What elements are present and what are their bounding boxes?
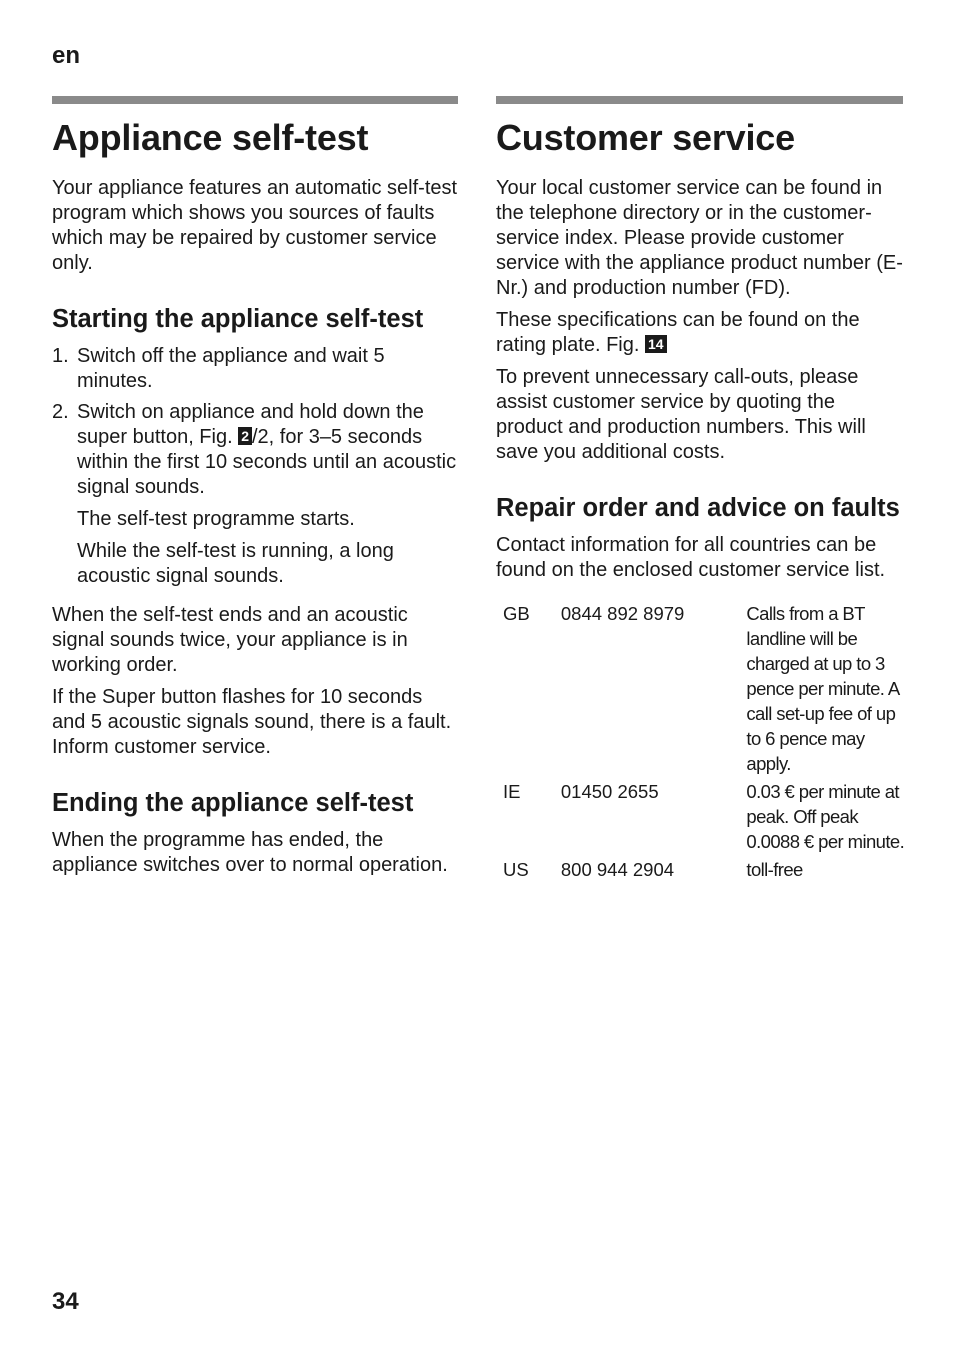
start-self-test-heading: Starting the appliance self-test bbox=[52, 305, 424, 333]
country-code: IE bbox=[503, 781, 521, 802]
self-test-intro: Your appliance features an automatic self-test program which shows you sources of faults which may be repaired by customer service only. bbox=[52, 177, 458, 274]
self-test-title: Appliance self-test bbox=[52, 117, 369, 158]
country-code: GB bbox=[503, 603, 530, 624]
section-divider bbox=[52, 96, 458, 104]
phone-number: 0844 892 8979 bbox=[560, 603, 685, 624]
step-number: 1. bbox=[52, 345, 69, 367]
step-result: While the self-test is running, a long acoustic signal sounds. bbox=[77, 540, 394, 587]
rating-plate-text: These specifications can be found on the rating plate. Fig. bbox=[496, 309, 860, 356]
step-item bbox=[52, 400, 458, 500]
end-self-test-text: When the programme has ended, the appliance switches over to normal operation. bbox=[52, 829, 448, 876]
step-result: The self-test programme starts. bbox=[77, 508, 355, 530]
step-item bbox=[52, 344, 458, 394]
customer-service-section bbox=[496, 96, 903, 885]
language-code: en bbox=[52, 42, 81, 69]
country-code: US bbox=[503, 859, 529, 880]
call-outs-para: To prevent unnecessary call-outs, please assist customer service by quoting the product and production numbers. This will save you additional costs. bbox=[496, 366, 866, 463]
figure-ref-badge: 2 bbox=[238, 427, 252, 445]
customer-service-para: Your local customer service can be found in the telephone directory or in the customer-service index. Please provide customer service with the appliance product number (E-Nr.) and production number (FD). bbox=[496, 177, 903, 299]
step-number: 2. bbox=[52, 401, 69, 423]
step-text-post: /2, for 3–5 seconds within the first 10 seconds until an acoustic signal sounds. bbox=[77, 426, 457, 498]
fault-text: If the Super button flashes for 10 seconds and 5 acoustic signals sound, there is a fault. Inform customer service. bbox=[52, 686, 452, 758]
contact-table bbox=[496, 601, 906, 882]
end-self-test-heading: Ending the appliance self-test bbox=[52, 789, 414, 817]
figure-ref-badge: 14 bbox=[645, 335, 667, 353]
table-row bbox=[496, 601, 906, 776]
call-note: toll-free bbox=[746, 859, 803, 880]
step-text: Switch off the appliance and wait 5 minutes. bbox=[77, 345, 385, 392]
repair-order-heading: Repair order and advice on faults bbox=[496, 494, 900, 522]
section-divider bbox=[496, 96, 903, 104]
phone-number: 800 944 2904 bbox=[560, 859, 675, 880]
start-steps-list bbox=[52, 344, 458, 500]
page-number: 34 bbox=[52, 1288, 79, 1315]
call-note: 0.03 € per minute at peak. Off peak 0.0088 € per minute. bbox=[746, 781, 905, 852]
repair-order-text: Contact information for all countries can be found on the enclosed customer service list. bbox=[496, 534, 886, 581]
working-order-text: When the self-test ends and an acoustic signal sounds twice, your appliance is in working order. bbox=[52, 604, 408, 676]
phone-number: 01450 2655 bbox=[560, 781, 659, 802]
table-row bbox=[496, 857, 906, 882]
self-test-section bbox=[52, 96, 458, 885]
step-text-pre: Switch on appliance and hold down the super button, Fig. bbox=[77, 401, 424, 448]
rating-plate-para bbox=[496, 308, 903, 358]
call-note: Calls from a BT landline will be charged at up to 3 pence per minute. A call set-up fee of up to 6 pence may apply. bbox=[746, 603, 899, 774]
table-row bbox=[496, 779, 906, 854]
customer-service-title: Customer service bbox=[496, 117, 795, 158]
